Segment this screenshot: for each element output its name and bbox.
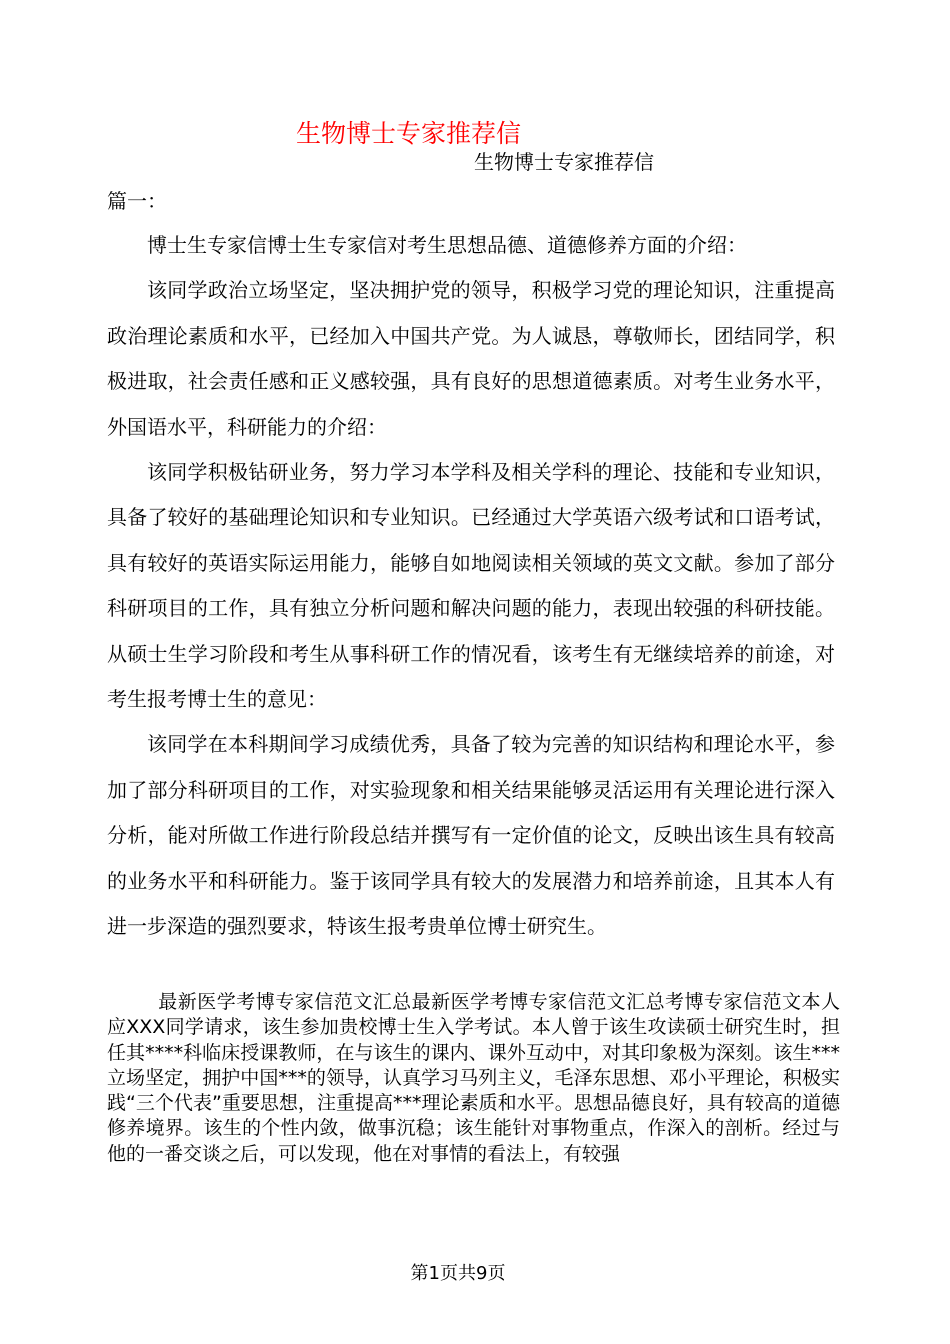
- document-title-red: 生物博士专家推荐信: [296, 119, 522, 148]
- letter-body-secondary: [107, 990, 840, 1167]
- section-label: 篇一：: [107, 189, 167, 213]
- document-subtitle: 生物博士专家推荐信: [474, 150, 654, 174]
- body-paragraph-3: 该同学积极钻研业务，努力学习本学科及相关学科的理论、技能和专业知识，具备了较好的基础理论知识和专业知识。已经通过大学英语六级考试和口语考试，具有较好的英语实际运用能力，能够自如地阅读相关领域的英文文献。参加了部分科研项目的工作，具有独立分析问题和解决问题的能力，表现出较强的科研技能。从硕士生学习阶段和考生从事科研工作的情况看，该考生有无继续培养的前途，对考生报考博士生的意见：: [107, 460, 835, 712]
- letter-body-primary: [107, 223, 835, 950]
- body-paragraph-4: 该同学在本科期间学习成绩优秀，具备了较为完善的知识结构和理论水平，参加了部分科研项目的工作，对实验现象和相关结果能够灵活运用有关理论进行深入分析，能对所做工作进行阶段总结并撰写有一定价值的论文，反映出该生具有较高的业务水平和科研能力。鉴于该同学具有较大的发展潜力和培养前途，且其本人有进一步深造的强烈要求，特该生报考贵单位博士研究生。: [107, 732, 835, 939]
- page-number-footer: 第1页共9页: [410, 1263, 506, 1284]
- body-paragraph-2: 该同学政治立场坚定，坚决拥护党的领导，积极学习党的理论知识，注重提高政治理论素质和水平，已经加入中国共产党。为人诚恳，尊敬师长，团结同学，积极进取，社会责任感和正义感较强，具有良好的思想道德素质。对考生业务水平，外国语水平，科研能力的介绍：: [107, 278, 835, 439]
- body-paragraph-5: 最新医学考博专家信范文汇总最新医学考博专家信范文汇总考博专家信范文本人应XXX同学请求，该生参加贵校博士生入学考试。本人曾于该生攻读硕士研究生时，担任其****科临床授课教师，在与该生的课内、课外互动中，对其印象极为深刻。该生***立场坚定，拥护中国***的领导，认真学习马列主义，毛泽东思想、邓小平理论，积极实践“三个代表”重要思想，注重提高***理论素质和水平。思想品德良好，具有较高的道德修养境界。该生的个性内敛，做事沉稳；该生能针对事物重点，作深入的剖析。经过与他的一番交谈之后，可以发现，他在对事情的看法上，有较强: [107, 991, 840, 1165]
- body-paragraph-1: 博士生专家信博士生专家信对考生思想品德、道德修养方面的介绍：: [147, 233, 747, 257]
